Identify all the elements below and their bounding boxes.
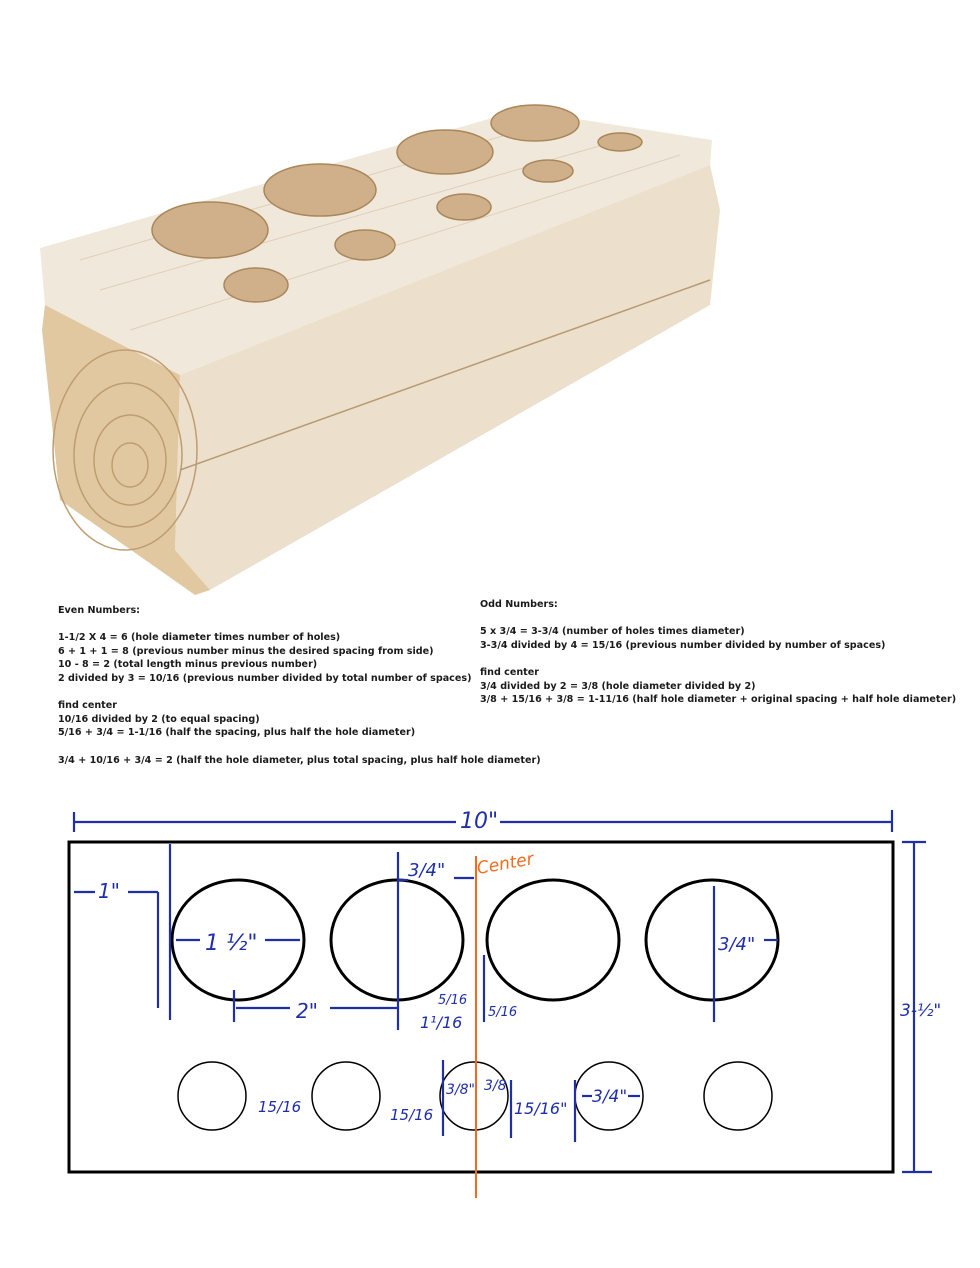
large-hole-4: [646, 880, 778, 1000]
hole-layout-diagram: [0, 790, 980, 1210]
small-spacing-2-label: 15/16: [390, 1106, 434, 1124]
half-diameter-right-label: 3/4": [718, 934, 756, 955]
odd-line: 3-3/4 divided by 4 = 15/16 (previous number divided by number of spaces): [480, 639, 886, 651]
small-hole: [224, 268, 288, 302]
half-diameter-top-label: 3/4": [408, 860, 446, 881]
even-line: 2 divided by 3 = 10/16 (previous number divided by total number of spaces): [58, 672, 472, 684]
small-diameter-label: 3/4": [592, 1087, 628, 1107]
small-hole: [437, 194, 491, 220]
small-hole-5: [704, 1062, 772, 1130]
large-hole-3: [487, 880, 619, 1000]
large-hole: [491, 105, 579, 141]
odd-line: find center: [480, 666, 539, 678]
odd-numbers-heading: Odd Numbers:: [480, 599, 558, 610]
even-numbers-notes: [58, 604, 541, 767]
small-hole: [523, 160, 573, 182]
even-line: 5/16 + 3/4 = 1-1/16 (half the spacing, plus half the hole diameter): [58, 727, 416, 739]
small-spacing-1-label: 15/16: [258, 1098, 302, 1116]
small-half-right-label: 3/8: [484, 1078, 507, 1094]
height-label: 3-½": [900, 1001, 942, 1021]
odd-line: [480, 652, 920, 666]
small-half-left-label: 3/8": [446, 1082, 475, 1098]
odd-line: 5 x 3/4 = 3-3/4 (number of holes times diameter): [480, 626, 745, 638]
center-offset-label: 1¹/16: [420, 1013, 463, 1032]
even-line: 3/4 + 10/16 + 3/4 = 2 (half the hole diameter, plus total spacing, plus half hole diameter): [58, 754, 541, 766]
side-offset-label: 1": [98, 879, 120, 903]
small-hole-2: [312, 1062, 380, 1130]
even-line: [58, 618, 478, 632]
odd-numbers-notes: [480, 598, 957, 707]
odd-line: [480, 612, 920, 626]
small-hole-1: [178, 1062, 246, 1130]
even-line: 10/16 divided by 2 (to equal spacing): [58, 713, 260, 725]
even-line: 1-1/2 X 4 = 6 (hole diameter times number of holes): [58, 632, 341, 644]
large-hole: [152, 202, 268, 258]
half-spacing-left-label: 5/16: [438, 993, 468, 1008]
half-spacing-right-label: 5/16: [488, 1005, 518, 1020]
even-line: [58, 686, 478, 700]
small-hole: [598, 133, 642, 151]
odd-line: 3/8 + 15/16 + 3/8 = 1-11/16 (half hole diameter + original spacing + half hole diameter): [480, 694, 957, 706]
large-hole: [397, 130, 493, 174]
even-line: 6 + 1 + 1 = 8 (previous number minus the desired spacing from side): [58, 645, 434, 657]
center-label: Center: [475, 849, 536, 879]
even-line: [58, 740, 478, 754]
large-spacing-label: 2": [296, 999, 318, 1023]
small-hole: [335, 230, 395, 260]
even-line: find center: [58, 700, 117, 712]
small-spacing-3-label: 15/16": [514, 1099, 568, 1118]
even-line: 10 - 8 = 2 (total length minus previous number): [58, 659, 318, 671]
wood-block-photo: [20, 30, 780, 600]
block-outline: [69, 842, 893, 1172]
even-numbers-heading: Even Numbers:: [58, 605, 140, 616]
large-diameter-label: 1 ½": [205, 931, 258, 956]
odd-line: 3/4 divided by 2 = 3/8 (hole diameter divided by 2): [480, 680, 756, 692]
length-label: 10": [460, 809, 499, 834]
large-hole: [264, 164, 376, 216]
